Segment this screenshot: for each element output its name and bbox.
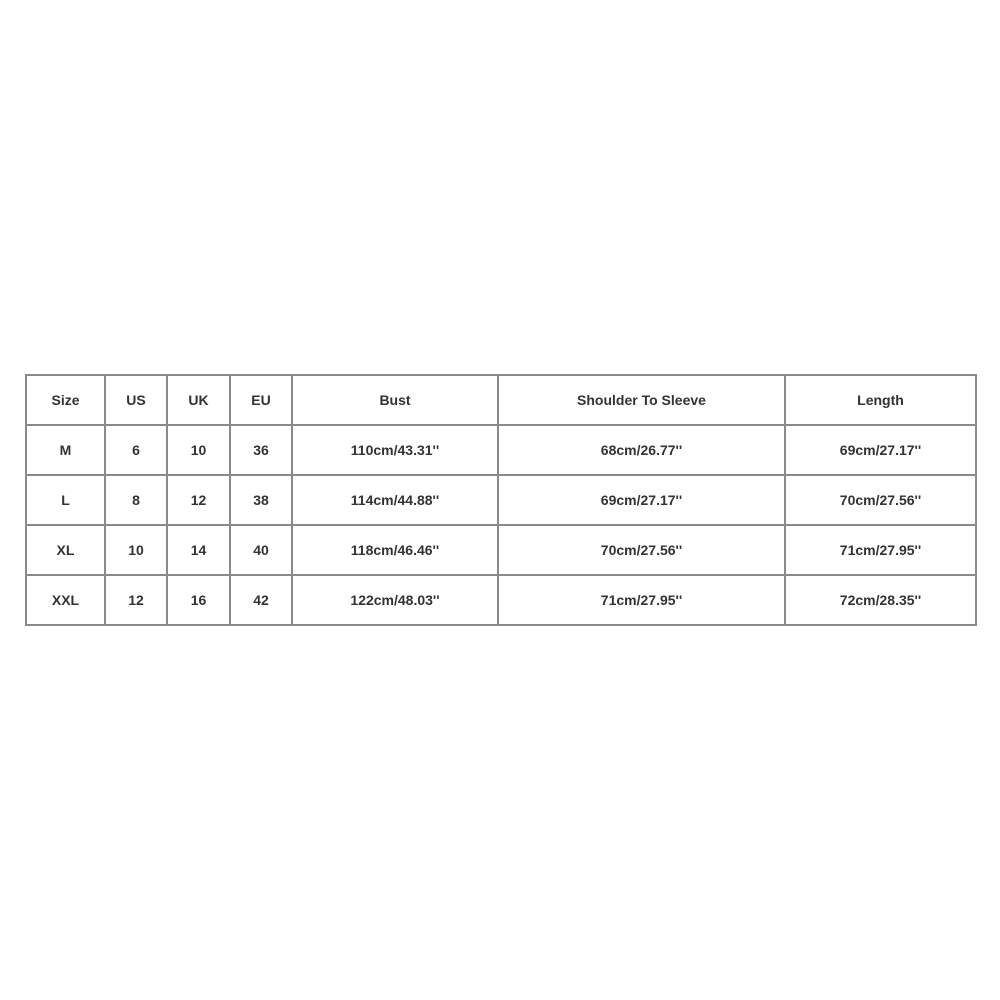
table-header-row (26, 375, 976, 425)
cell-length: 71cm/27.95'' (785, 525, 976, 575)
cell-shoulder-to-sleeve: 70cm/27.56'' (498, 525, 785, 575)
cell-shoulder-to-sleeve: 69cm/27.17'' (498, 475, 785, 525)
cell-bust: 122cm/48.03'' (292, 575, 498, 625)
cell-uk: 14 (167, 525, 230, 575)
cell-uk: 16 (167, 575, 230, 625)
cell-us: 10 (105, 525, 167, 575)
cell-us: 8 (105, 475, 167, 525)
cell-length: 69cm/27.17'' (785, 425, 976, 475)
cell-eu: 40 (230, 525, 292, 575)
header-bust: Bust (292, 375, 498, 425)
cell-uk: 12 (167, 475, 230, 525)
cell-us: 12 (105, 575, 167, 625)
table-row (26, 425, 976, 475)
header-length: Length (785, 375, 976, 425)
cell-size: M (26, 425, 105, 475)
cell-bust: 110cm/43.31'' (292, 425, 498, 475)
cell-uk: 10 (167, 425, 230, 475)
cell-length: 72cm/28.35'' (785, 575, 976, 625)
header-shoulder-to-sleeve: Shoulder To Sleeve (498, 375, 785, 425)
cell-shoulder-to-sleeve: 71cm/27.95'' (498, 575, 785, 625)
cell-size: XL (26, 525, 105, 575)
cell-eu: 42 (230, 575, 292, 625)
cell-size: L (26, 475, 105, 525)
cell-us: 6 (105, 425, 167, 475)
cell-length: 70cm/27.56'' (785, 475, 976, 525)
cell-bust: 118cm/46.46'' (292, 525, 498, 575)
table-row (26, 575, 976, 625)
header-uk: UK (167, 375, 230, 425)
size-chart-table (25, 374, 977, 626)
cell-size: XXL (26, 575, 105, 625)
cell-eu: 36 (230, 425, 292, 475)
header-eu: EU (230, 375, 292, 425)
table-row (26, 525, 976, 575)
header-size: Size (26, 375, 105, 425)
table-row (26, 475, 976, 525)
header-us: US (105, 375, 167, 425)
cell-eu: 38 (230, 475, 292, 525)
cell-shoulder-to-sleeve: 68cm/26.77'' (498, 425, 785, 475)
cell-bust: 114cm/44.88'' (292, 475, 498, 525)
